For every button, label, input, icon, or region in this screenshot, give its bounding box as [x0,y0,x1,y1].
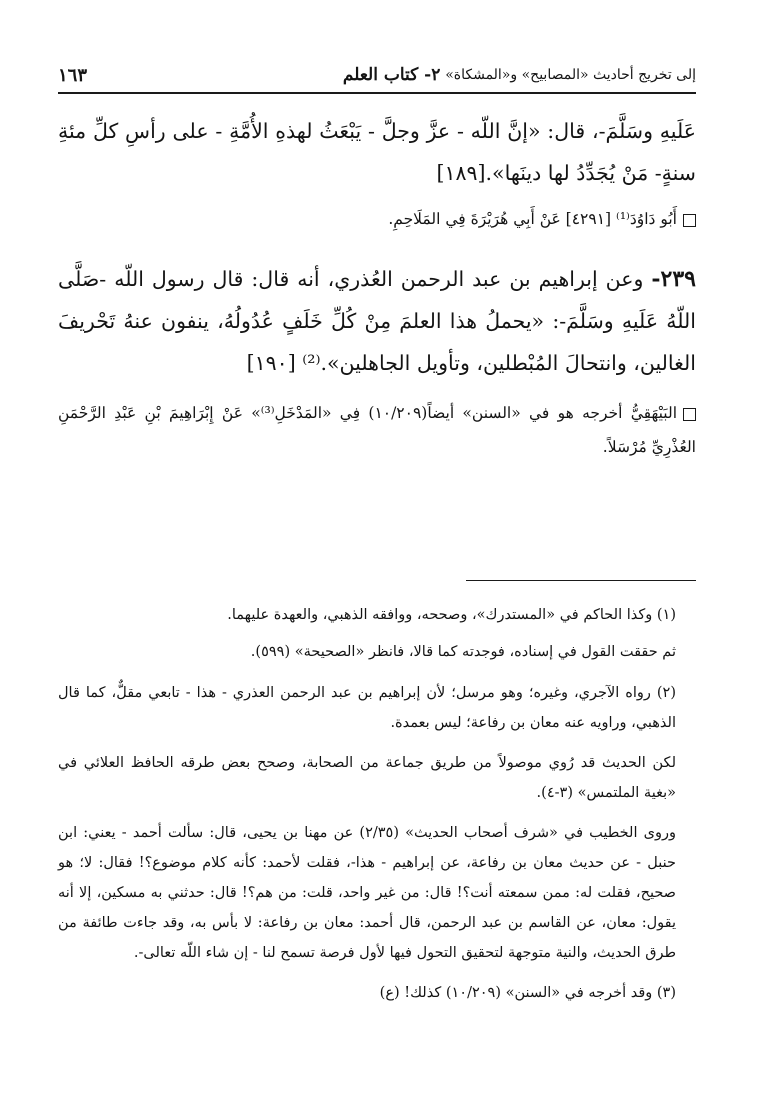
source-box-icon [683,408,696,421]
source-text: أَبُو دَاوُدَ⁽¹⁾ [٤٢٩١] عَنْ أَبِي هُرَيْرَةَ فِي المَلَاحِمِ. [388,210,677,228]
hadith-number: ٢٣٩- [651,266,696,292]
page-header [58,62,696,88]
footnote-1-continued: ثم حققت القول في إسناده، فوجدته كما قالا، فانظر «الصحيحة» (٥٩٩). [250,644,676,660]
source-text: البَيْهَقِيُّ أخرجه هو في «السنن» أيضاً(١٠/٢٠٩) فِي «المَدْخَلِ⁽³⁾» عَنْ إِبْرَاهِيمَ بْنِ عَبْدِ الرَّحْمَنِ العُذْرِيِّ مُرْسَلاً. [58,404,696,456]
footnote-1: (١) وكذا الحاكم في «المستدرك»، وصححه، ووافقه الذهبي، والعهدة عليهما. [227,607,676,623]
hadith-tail-source [58,202,696,236]
hadith-text: وعن إبراهيم بن عبد الرحمن العُذري، أنه قال: قال رسول اللّه -صَلَّى اللّهُ عَلَيهِ وسَلَّمَ-: «يحملُ هذا العلمَ مِنْ كُلِّ خَلَفٍ عُدُولُهُ، ينفون عنهُ تَحْريفَ الغالين، وانتحالَ المُبْطلين، وتأويل الجاهلين».⁽²⁾ [١٩٠] [58,267,696,375]
hadith-239 [58,258,696,384]
hadith-tail-text: عَلَيهِ وسَلَّمَ-، قال: «إنَّ اللّه - عزَّ وجلَّ - يَبْعَثُ لهذهِ الأُمَّةِ - على رأسِ كلِّ مئةِ سنةٍ- مَنْ يُجَدِّدُ لها دينَها».[١٨٩] [58,119,696,185]
footnote-2: (٢) رواه الآجري، وغيره؛ وهو مرسل؛ لأن إبراهيم بن عبد الرحمن العذري - هذا - تابعي مقلٌّ، كما قال الذهبي، وراويه عنه معان بن رفاعة؛ ليس بعمدة. [58,685,676,731]
main-text [58,110,696,474]
footnote-rule [466,580,696,581]
chapter-title: ٢- كتاب العلم [342,65,441,85]
footnote-3: (٣) وقد أخرجه في «السنن» (١٠/٢٠٩) كذلك! (ع) [379,985,676,1001]
hadith-239-source [58,396,696,464]
book-reference: إلى تخريج أحاديث «المصابيح» و«المشكاة» [445,67,696,83]
header-rule [58,92,696,94]
page-number: ١٦٣ [58,64,88,86]
footnote-2-khatib: وروى الخطيب في «شرف أصحاب الحديث» (٢/٣٥) عن مهنا بن يحيى، قال: سألت أحمد - يعني: ابن حنبل - عن حديث معان بن رفاعة، عن إبراهيم - هذا-، فقلت لأحمد: كأنه كلام موضوع؟! فقال: لا؛ هو صحيح، فقلت له: ممن سمعته أنت؟! قال: من غير واحد، قلت: من هم؟! قال: حدثني به مسكين، إلا أنه يقول: معان، عن القاسم بن عبد الرحمن، قال أحمد: معان بن رفاعة: لا بأس به، وقد جاءت طائفة من طرق الحديث، والنية متوجهة لتحقيق التحول فيها لأول فرصة تسمح لنا - إن شاء اللّه تعالى-. [58,825,676,961]
footnotes [58,600,676,1015]
footnote-2-continued: لكن الحديث قد رُوي موصولاً من طريق جماعة من الصحابة، وصحح بعض طرقه الحافظ العلائي في «بغية الملتمس» (٣-٤). [58,755,676,801]
source-box-icon [683,214,696,227]
